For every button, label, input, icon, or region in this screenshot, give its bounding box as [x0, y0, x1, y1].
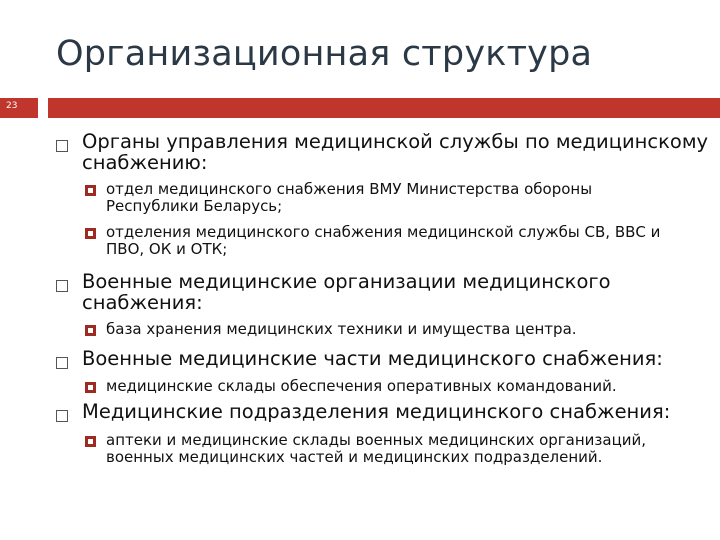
- square-bullet-icon: [85, 325, 96, 336]
- bullet-text: Военные медицинские части медицинского снабжения:: [82, 347, 663, 370]
- bullet-text: Органы управления медицинской службы по медицинскому снабжению:: [82, 130, 709, 174]
- empty-square-bullet-icon: [56, 280, 68, 292]
- bullet-text: Медицинские подразделения медицинского снабжения:: [82, 400, 671, 423]
- empty-square-bullet-icon: [56, 410, 68, 422]
- sub-bullet-text: отделения медицинского снабжения медицинской службы СВ, ВВС и ПВО, ОК и ОТК;: [106, 223, 661, 258]
- square-bullet-icon: [85, 436, 96, 447]
- square-bullet-icon: [85, 382, 96, 393]
- square-bullet-icon: [85, 185, 96, 196]
- sub-bullet-text: база хранения медицинских техники и имущества центра.: [106, 320, 577, 338]
- sub-bullet-text: отдел медицинского снабжения ВМУ Министерства обороны Республики Беларусь;: [106, 180, 593, 215]
- sub-bullet-text: медицинские склады обеспечения оперативных командований.: [106, 377, 617, 395]
- slide-number: 23: [6, 101, 18, 111]
- page-title: Организационная структура: [56, 34, 593, 74]
- empty-square-bullet-icon: [56, 140, 68, 152]
- sub-bullet-text: аптеки и медицинские склады военных медицинских организаций, военных медицинских частей и медицинских подразделений.: [106, 431, 647, 466]
- bullet-text: Военные медицинские организации медицинского снабжения:: [82, 270, 611, 314]
- empty-square-bullet-icon: [56, 357, 68, 369]
- square-bullet-icon: [85, 228, 96, 239]
